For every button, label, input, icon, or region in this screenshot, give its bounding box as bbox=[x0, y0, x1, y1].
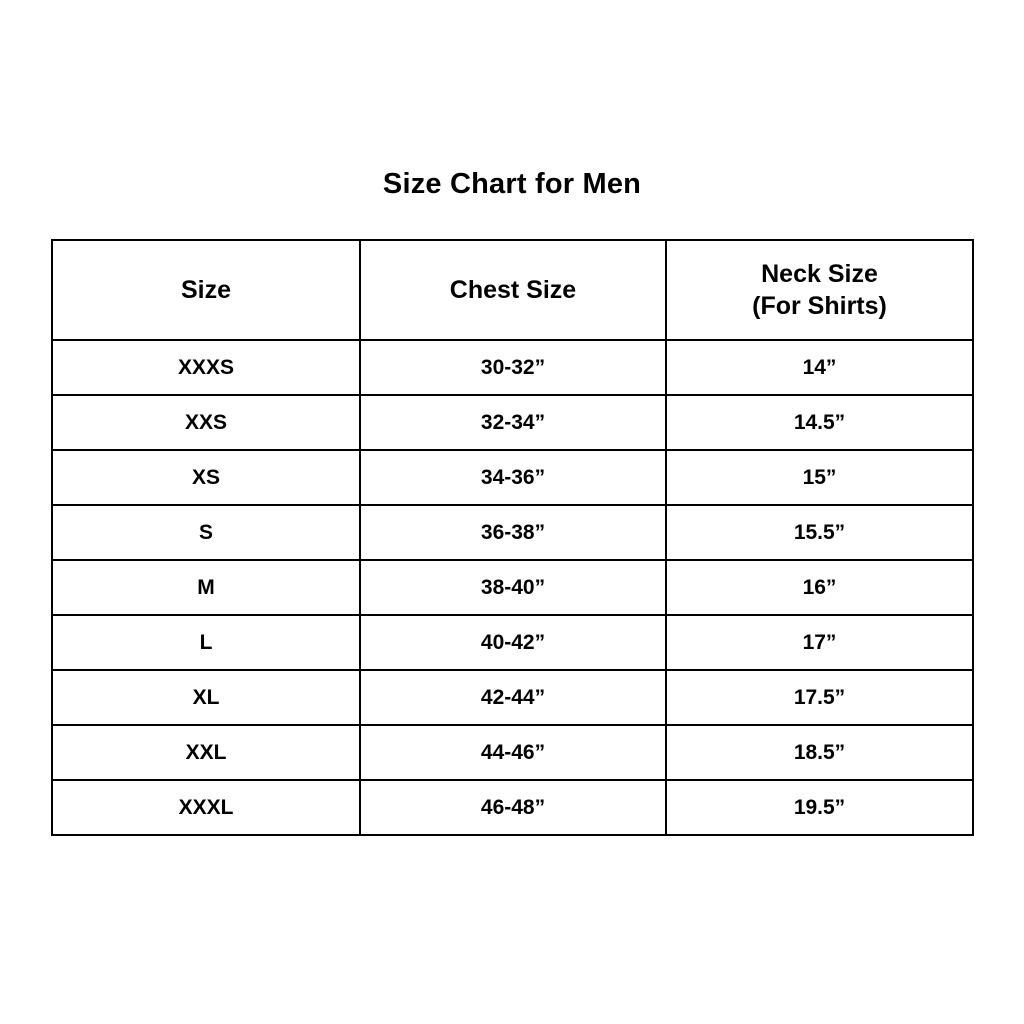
table-body bbox=[52, 340, 973, 835]
cell-chest: 42-44” bbox=[360, 670, 666, 725]
cell-size: XS bbox=[52, 450, 360, 505]
cell-neck: 16” bbox=[666, 560, 973, 615]
size-chart-table bbox=[51, 239, 974, 836]
column-header-neck-sublabel: (For Shirts) bbox=[752, 292, 887, 320]
cell-chest: 32-34” bbox=[360, 395, 666, 450]
cell-chest: 46-48” bbox=[360, 780, 666, 835]
cell-chest: 40-42” bbox=[360, 615, 666, 670]
table-row bbox=[52, 670, 973, 725]
cell-chest: 36-38” bbox=[360, 505, 666, 560]
cell-neck: 19.5” bbox=[666, 780, 973, 835]
cell-neck: 14.5” bbox=[666, 395, 973, 450]
cell-size: XL bbox=[52, 670, 360, 725]
table-header bbox=[52, 240, 973, 340]
cell-chest: 44-46” bbox=[360, 725, 666, 780]
column-header-size bbox=[52, 240, 360, 340]
table-row bbox=[52, 505, 973, 560]
cell-size: XXS bbox=[52, 395, 360, 450]
cell-chest: 30-32” bbox=[360, 340, 666, 395]
cell-size: XXXS bbox=[52, 340, 360, 395]
table-row bbox=[52, 560, 973, 615]
table-row bbox=[52, 450, 973, 505]
table-row bbox=[52, 725, 973, 780]
table-row bbox=[52, 395, 973, 450]
cell-size: S bbox=[52, 505, 360, 560]
cell-size: XXL bbox=[52, 725, 360, 780]
cell-size: M bbox=[52, 560, 360, 615]
column-header-size-label: Size bbox=[180, 276, 232, 304]
table-row bbox=[52, 615, 973, 670]
cell-neck: 14” bbox=[666, 340, 973, 395]
cell-neck: 15” bbox=[666, 450, 973, 505]
table-header-row bbox=[52, 240, 973, 340]
column-header-neck-label: Neck Size bbox=[761, 260, 878, 288]
cell-neck: 17” bbox=[666, 615, 973, 670]
column-header-neck bbox=[666, 240, 973, 340]
table-row bbox=[52, 340, 973, 395]
cell-neck: 17.5” bbox=[666, 670, 973, 725]
cell-chest: 38-40” bbox=[360, 560, 666, 615]
page-title: Size Chart for Men bbox=[382, 168, 642, 200]
table-row bbox=[52, 780, 973, 835]
cell-size: L bbox=[52, 615, 360, 670]
cell-size: XXXL bbox=[52, 780, 360, 835]
cell-neck: 18.5” bbox=[666, 725, 973, 780]
column-header-chest-label: Chest Size bbox=[449, 276, 577, 304]
cell-neck: 15.5” bbox=[666, 505, 973, 560]
column-header-chest bbox=[360, 240, 666, 340]
cell-chest: 34-36” bbox=[360, 450, 666, 505]
